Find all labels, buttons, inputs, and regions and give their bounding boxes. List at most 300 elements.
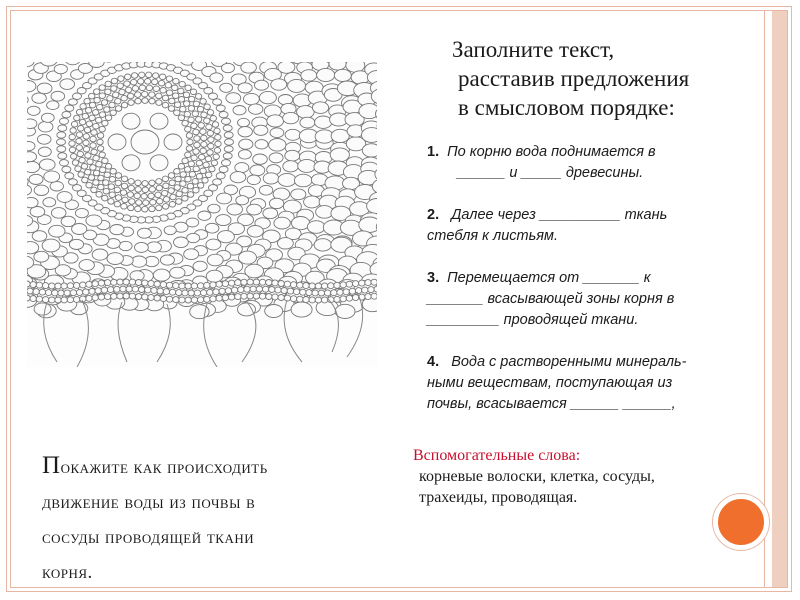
cell-shape (27, 106, 40, 115)
cell-shape (283, 112, 299, 123)
cell-shape (198, 211, 211, 220)
cell-shape (235, 163, 249, 173)
cell-shape (58, 125, 67, 131)
cell-shape (225, 139, 234, 145)
cell-shape (95, 288, 101, 294)
cell-shape (135, 187, 141, 193)
cell-shape (74, 115, 80, 121)
cell-shape (183, 92, 189, 98)
cell-shape (110, 169, 116, 175)
cell-shape (27, 95, 28, 105)
cell-shape (159, 74, 165, 80)
cell-shape (203, 162, 209, 168)
cell-shape (316, 206, 334, 219)
cell-shape (278, 295, 284, 301)
cell-shape (70, 128, 76, 134)
cell-shape (78, 126, 84, 132)
cell-shape (216, 295, 222, 301)
cell-shape (34, 251, 49, 262)
cell-shape (104, 172, 110, 178)
cell-shape (173, 93, 179, 99)
cell-shape (197, 283, 203, 289)
cell-shape (244, 286, 250, 292)
cell-shape (52, 290, 58, 296)
cell-shape (217, 193, 232, 204)
cell-shape (359, 104, 377, 119)
cell-shape (194, 142, 200, 148)
cell-shape (206, 239, 221, 250)
cell-shape (138, 79, 144, 85)
cell-shape (55, 297, 61, 303)
cell-shape (85, 169, 91, 175)
prompt-line: окажите как происходить (60, 457, 268, 478)
cell-shape (211, 160, 217, 166)
cell-shape (335, 304, 355, 318)
cell-shape (72, 160, 78, 166)
cell-shape (58, 153, 67, 159)
cell-shape (131, 256, 146, 267)
cell-shape (163, 197, 169, 203)
cell-shape (135, 242, 149, 252)
cell-shape (125, 74, 131, 80)
cell-shape (87, 159, 93, 165)
cell-shape (174, 110, 180, 116)
cell-shape (278, 62, 295, 73)
cell-shape (315, 283, 321, 289)
cell-shape (129, 279, 135, 285)
cell-shape (195, 117, 201, 123)
cell-shape (132, 86, 138, 92)
cell-shape (152, 79, 158, 85)
cell-shape (198, 123, 204, 129)
cell-shape (202, 178, 208, 184)
cell-shape (47, 101, 59, 110)
cell-shape (153, 269, 170, 281)
cell-shape (216, 215, 231, 226)
cell-shape (216, 105, 225, 111)
cell-shape (317, 68, 335, 81)
cell-shape (365, 280, 371, 286)
cell-shape (79, 157, 85, 163)
cell-shape (210, 116, 216, 122)
cell-shape (192, 179, 198, 185)
cell-shape (129, 199, 135, 205)
cell-shape (80, 282, 86, 288)
cell-shape (101, 287, 107, 293)
cell-shape (201, 112, 207, 118)
cell-shape (27, 161, 40, 172)
cell-shape (83, 134, 89, 140)
cell-shape (147, 242, 162, 253)
cell-shape (149, 180, 155, 186)
cell-shape (43, 198, 56, 207)
cell-shape (191, 283, 197, 289)
cell-shape (104, 294, 110, 300)
cell-shape (104, 280, 110, 286)
cell-shape (191, 297, 197, 303)
cell-shape (182, 158, 188, 164)
cell-shape (324, 290, 330, 296)
cell-shape (239, 251, 257, 264)
cell-shape (75, 208, 88, 217)
cell-shape (250, 165, 265, 176)
cell-shape (162, 95, 168, 101)
cell-shape (187, 192, 193, 198)
cell-shape (205, 223, 219, 233)
cell-shape (173, 78, 179, 84)
cell-shape (138, 228, 152, 238)
cell-shape (82, 177, 88, 183)
cell-shape (318, 290, 324, 296)
cell-shape (315, 297, 321, 303)
cell-shape (194, 290, 200, 296)
cell-shape (99, 112, 105, 118)
cell-shape (297, 282, 303, 288)
cell-shape (128, 185, 134, 191)
cell-shape (301, 70, 317, 81)
cell-shape (259, 293, 265, 299)
cell-shape (51, 91, 65, 101)
cell-shape (67, 283, 73, 289)
cell-shape (212, 122, 218, 128)
cell-shape (142, 91, 148, 97)
cell-shape (99, 93, 105, 99)
cell-shape (291, 189, 306, 200)
cell-shape (168, 173, 174, 179)
cell-shape (99, 85, 105, 91)
cell-shape (200, 168, 206, 174)
cell-shape (188, 290, 194, 296)
cell-shape (303, 297, 309, 303)
cell-shape (142, 280, 148, 286)
cell-shape (187, 233, 200, 242)
cell-shape (247, 293, 253, 299)
cell-shape (39, 289, 45, 295)
cell-shape (306, 290, 312, 296)
cell-shape (185, 152, 191, 158)
task-item-3 (427, 268, 767, 331)
cell-shape (290, 296, 296, 302)
cell-shape (162, 176, 168, 182)
cell-shape (185, 297, 191, 303)
cell-shape (93, 123, 99, 129)
cell-shape (160, 296, 166, 302)
cell-shape (30, 282, 36, 288)
cell-shape (135, 280, 141, 286)
cell-shape (269, 153, 283, 163)
cell-shape (247, 279, 253, 285)
cell-shape (102, 158, 108, 164)
cell-shape (222, 118, 231, 124)
cell-shape (187, 139, 193, 145)
cell-shape (207, 289, 213, 295)
cell-shape (219, 111, 228, 117)
cell-shape (162, 102, 168, 108)
cell-shape (97, 139, 103, 145)
cell-shape (238, 118, 250, 127)
cell-shape (96, 117, 102, 123)
cell-shape (120, 286, 126, 292)
cell-shape (275, 287, 281, 293)
prompt-line: корня. (42, 562, 93, 583)
cell-shape (148, 193, 154, 199)
cell-shape (168, 106, 174, 112)
cell-shape (107, 287, 113, 293)
cell-shape (109, 177, 115, 183)
cell-shape (207, 254, 223, 266)
cell-shape (176, 191, 182, 197)
cell-shape (303, 283, 309, 289)
cell-shape (76, 132, 82, 138)
cell-shape (365, 294, 371, 300)
cell-shape (78, 172, 84, 178)
cell-shape (204, 296, 210, 302)
cell-shape (71, 154, 77, 160)
cell-shape (188, 161, 194, 167)
cell-shape (57, 132, 66, 138)
task-text: Далее через __________ ткань (451, 207, 668, 223)
cell-shape (169, 202, 175, 208)
cell-shape (294, 174, 312, 187)
cell-shape (185, 126, 191, 132)
task-number: 1. (427, 144, 440, 160)
cell-shape (241, 293, 247, 299)
cell-shape (143, 200, 149, 206)
cell-shape (105, 115, 111, 121)
cell-shape (111, 279, 117, 285)
cell-shape (60, 118, 69, 124)
cell-shape (200, 99, 206, 105)
cell-shape (204, 104, 210, 110)
cell-shape (45, 290, 51, 296)
cell-shape (86, 281, 92, 287)
root-cross-section-illustration (27, 62, 377, 367)
cell-shape (207, 150, 213, 156)
cell-shape (291, 302, 312, 317)
cell-shape (174, 169, 180, 175)
cell-shape (290, 282, 296, 288)
cell-shape (172, 85, 178, 91)
cell-shape (135, 92, 141, 98)
cell-shape (160, 88, 166, 94)
cell-shape (127, 192, 133, 198)
cell-shape (182, 196, 188, 202)
cell-shape (76, 289, 82, 295)
cell-shape (81, 164, 87, 170)
cell-shape (69, 134, 75, 140)
cell-shape (239, 139, 253, 149)
task-item-1 (427, 142, 767, 184)
cell-shape (27, 152, 37, 162)
cell-shape (230, 172, 246, 183)
cell-shape (191, 123, 197, 129)
cell-shape (293, 289, 299, 295)
cell-shape (60, 79, 75, 90)
cell-shape (309, 283, 315, 289)
cell-shape (129, 293, 135, 299)
cell-shape (193, 261, 207, 271)
heading-line-1: Заполните текст, (452, 37, 615, 62)
cell-shape (145, 79, 151, 85)
cell-shape (141, 194, 147, 200)
cell-shape (184, 249, 199, 260)
cell-shape (131, 130, 159, 154)
cell-shape (265, 305, 283, 318)
cell-shape (195, 94, 201, 100)
cell-shape (206, 124, 212, 130)
cell-shape (121, 183, 127, 189)
cell-shape (226, 93, 241, 104)
cell-shape (57, 139, 66, 145)
cell-shape (27, 81, 36, 92)
cell-shape (149, 187, 155, 193)
cell-shape (175, 176, 181, 182)
cell-shape (91, 187, 97, 193)
cell-shape (30, 296, 36, 302)
cell-shape (169, 289, 175, 295)
cell-shape (98, 184, 104, 190)
cell-shape (83, 146, 89, 152)
cell-shape (108, 134, 126, 150)
cell-shape (90, 165, 96, 171)
cell-shape (94, 97, 100, 103)
cell-shape (89, 288, 95, 294)
cell-shape (307, 221, 325, 234)
cell-shape (34, 303, 51, 315)
cell-shape (191, 155, 197, 161)
cell-shape (222, 63, 235, 72)
cell-shape (49, 225, 65, 237)
cell-shape (70, 290, 76, 296)
cell-shape (36, 282, 42, 288)
cell-shape (213, 99, 222, 105)
cell-shape (200, 148, 206, 154)
cell-shape (154, 295, 160, 301)
cell-shape (119, 89, 125, 95)
prompt-line: сосуды проводящей ткани (42, 527, 255, 548)
cell-shape (93, 170, 99, 176)
cell-shape (247, 175, 260, 185)
cell-shape (179, 297, 185, 303)
cell-shape (128, 179, 134, 185)
cell-shape (88, 175, 94, 181)
cell-shape (193, 101, 199, 107)
cell-shape (173, 297, 179, 303)
cell-shape (55, 283, 61, 289)
cell-shape (121, 95, 127, 101)
cell-shape (115, 98, 121, 104)
cell-shape (114, 187, 120, 193)
cell-shape (168, 188, 174, 194)
cell-shape (235, 294, 241, 300)
cell-shape (44, 171, 60, 182)
cell-shape (89, 115, 95, 121)
cell-shape (249, 104, 263, 114)
cell-shape (174, 102, 180, 108)
cell-shape (349, 288, 355, 294)
cell-shape (169, 98, 175, 104)
cell-shape (126, 286, 132, 292)
cell-shape (118, 76, 124, 82)
cell-shape (297, 296, 303, 302)
cell-shape (208, 204, 220, 213)
cell-shape (123, 279, 129, 285)
cell-shape (76, 138, 82, 144)
cell-shape (128, 100, 134, 106)
cell-shape (36, 296, 42, 302)
cell-shape (76, 145, 82, 151)
cell-shape (162, 190, 168, 196)
cell-shape (64, 290, 70, 296)
cell-shape (105, 89, 111, 95)
cell-shape (151, 287, 157, 293)
cell-shape (315, 116, 332, 128)
cell-shape (269, 198, 283, 208)
cell-shape (224, 132, 233, 138)
cell-shape (328, 283, 334, 289)
cell-shape (80, 104, 86, 110)
cell-shape (156, 179, 162, 185)
cell-shape (283, 161, 299, 172)
cell-shape (93, 180, 99, 186)
cell-shape (136, 200, 142, 206)
cell-shape (92, 249, 108, 260)
cell-shape (278, 281, 284, 287)
cell-shape (247, 204, 262, 215)
cell-shape (321, 283, 327, 289)
cell-shape (142, 206, 148, 212)
cell-shape (224, 146, 233, 152)
cell-shape (222, 281, 228, 287)
cell-shape (60, 160, 69, 166)
cell-shape (297, 106, 315, 119)
cell-shape (340, 282, 346, 288)
cell-shape (216, 281, 222, 287)
cell-shape (262, 286, 268, 292)
cell-shape (222, 295, 228, 301)
cell-shape (200, 290, 206, 296)
cell-shape (250, 286, 256, 292)
cell-shape (267, 115, 284, 127)
cell-shape (241, 279, 247, 285)
cell-shape (97, 133, 103, 139)
cell-shape (253, 293, 259, 299)
cell-shape (255, 80, 269, 90)
cell-shape (65, 62, 80, 65)
cell-shape (352, 295, 358, 301)
cell-shape (228, 294, 234, 300)
cell-shape (27, 141, 35, 150)
cell-shape (153, 73, 159, 79)
cell-shape (206, 270, 223, 282)
cell-shape (186, 146, 192, 152)
cell-shape (163, 289, 169, 295)
cell-shape (96, 192, 102, 198)
cell-shape (253, 279, 259, 285)
cell-shape (94, 89, 100, 95)
cell-shape (121, 204, 127, 210)
cell-shape (150, 155, 168, 171)
cell-shape (157, 288, 163, 294)
cell-shape (170, 267, 185, 278)
cell-shape (115, 195, 121, 201)
cell-shape (219, 166, 228, 172)
cell-shape (188, 106, 194, 112)
cell-shape (120, 190, 126, 196)
cell-shape (334, 282, 340, 288)
cell-shape (204, 118, 210, 124)
cell-shape (103, 180, 109, 186)
